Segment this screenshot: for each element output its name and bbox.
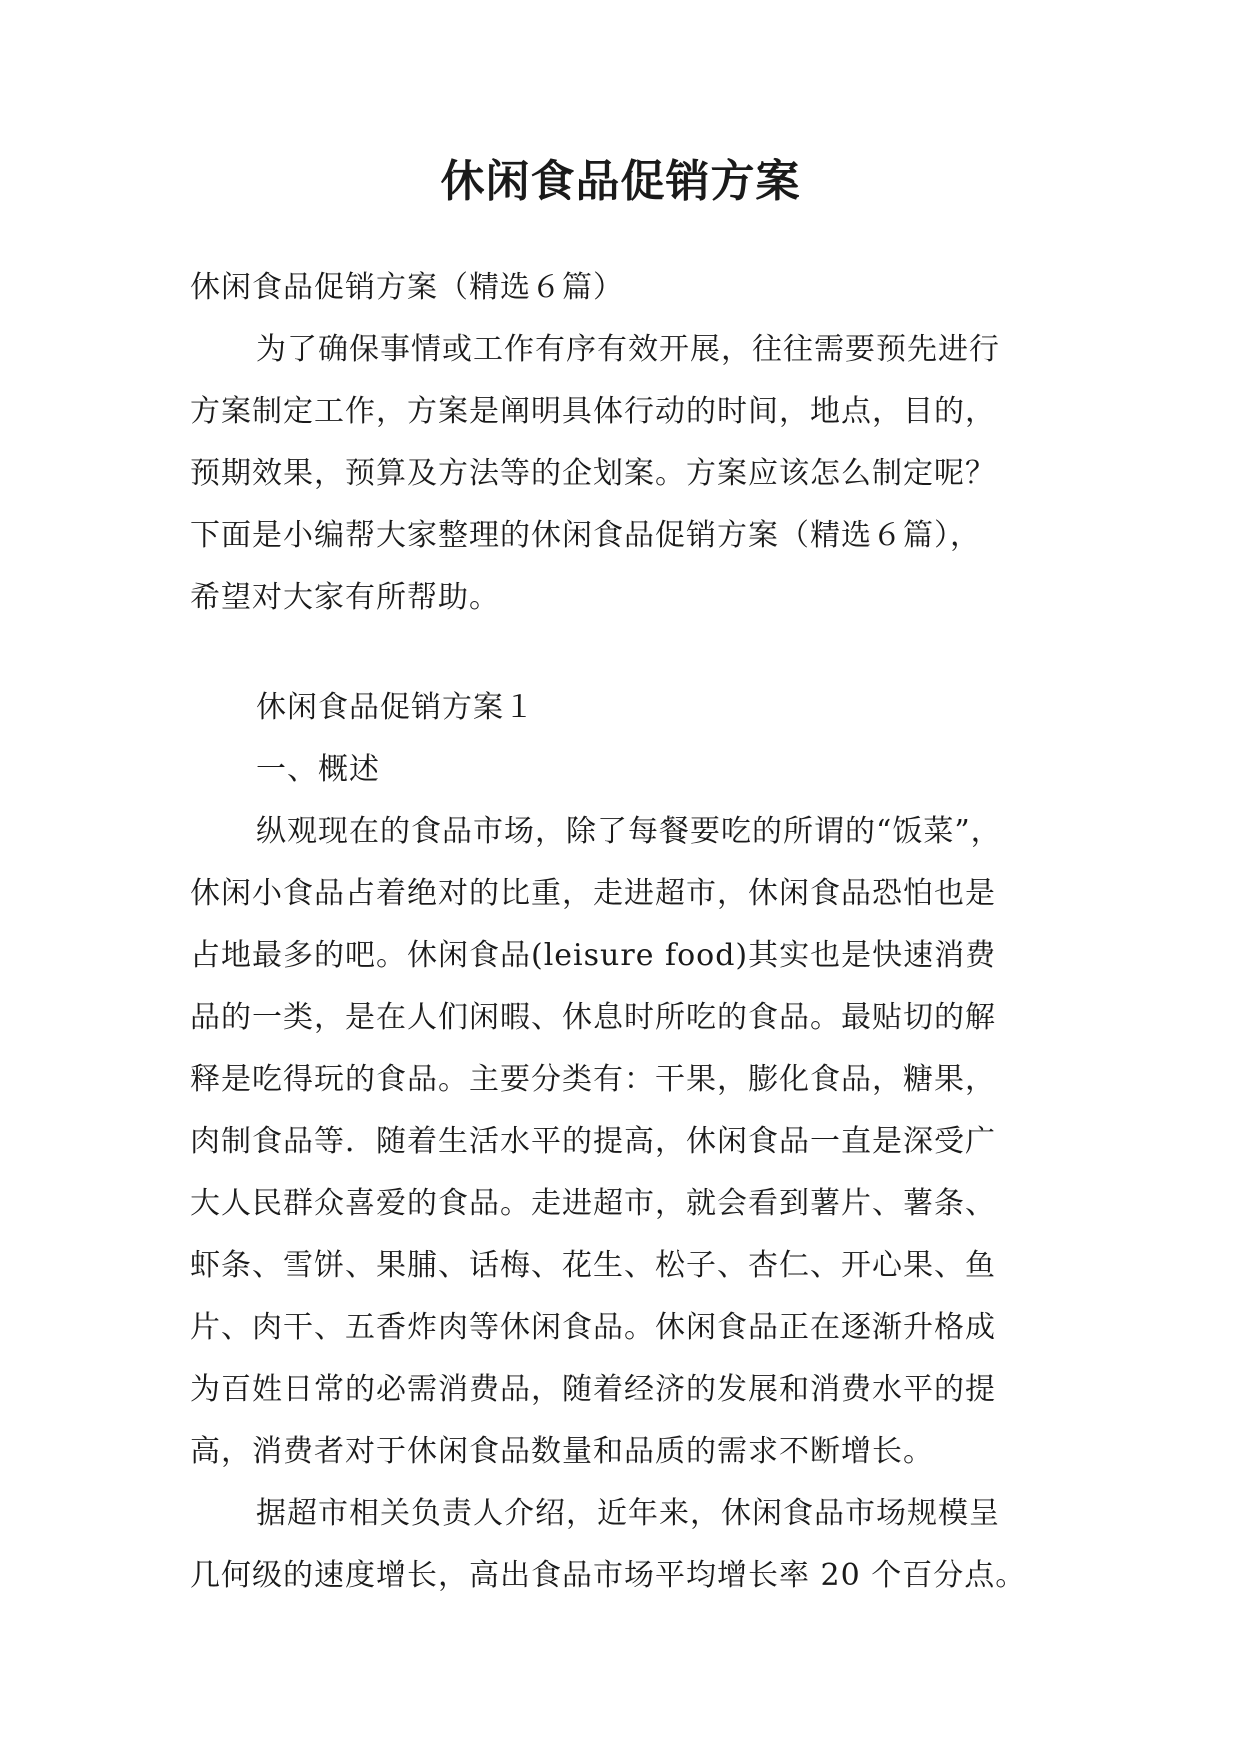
- text-line: 高，消费者对于休闲食品数量和品质的需求不断增长。: [190, 1434, 934, 1469]
- text-line: 休闲小食品占着绝对的比重，走进超市，休闲食品恐怕也是: [190, 876, 996, 911]
- text-line: 休闲食品促销方案１: [256, 690, 535, 725]
- text-line: 释是吃得玩的食品。主要分类有：干果，膨化食品，糖果，: [190, 1062, 996, 1097]
- text-line: 方案制定工作，方案是阐明具体行动的时间，地点，目的，: [190, 394, 996, 429]
- text-line: 虾条、雪饼、果脯、话梅、花生、松子、杏仁、开心果、鱼: [190, 1248, 996, 1283]
- text-line: 肉制食品等．随着生活水平的提高，休闲食品一直是深受广: [190, 1124, 996, 1159]
- text-line: 品的一类，是在人们闲暇、休息时所吃的食品。最贴切的解: [190, 1000, 996, 1035]
- text-line: 片、肉干、五香炸肉等休闲食品。休闲食品正在逐渐升格成: [190, 1310, 996, 1345]
- text-line: 大人民群众喜爱的食品。走进超市，就会看到薯片、薯条、: [190, 1186, 996, 1221]
- text-line: 为百姓日常的必需消费品，随着经济的发展和消费水平的提: [190, 1372, 996, 1407]
- text-line: 几何级的速度增长，高出食品市场平均增长率 20 个百分点。: [190, 1558, 1027, 1593]
- text-line: 占地最多的吧。休闲食品(leisure food)其实也是快速消费: [190, 938, 997, 973]
- text-line: 纵观现在的食品市场，除了每餐要吃的所谓的“饭菜”，: [256, 814, 1002, 849]
- text-line: 下面是小编帮大家整理的休闲食品促销方案（精选６篇），: [190, 518, 981, 553]
- text-line: 预期效果，预算及方法等的企划案。方案应该怎么制定呢？: [190, 456, 996, 491]
- text-line: 希望对大家有所帮助。: [190, 580, 500, 615]
- text-line: 休闲食品促销方案（精选６篇）: [190, 270, 624, 305]
- document-title: 休闲食品促销方案: [440, 156, 801, 207]
- text-line: 据超市相关负责人介绍，近年来，休闲食品市场规模呈: [256, 1496, 1000, 1531]
- text-line: 一、概述: [256, 752, 380, 787]
- text-line: 为了确保事情或工作有序有效开展，往往需要预先进行: [256, 332, 1000, 367]
